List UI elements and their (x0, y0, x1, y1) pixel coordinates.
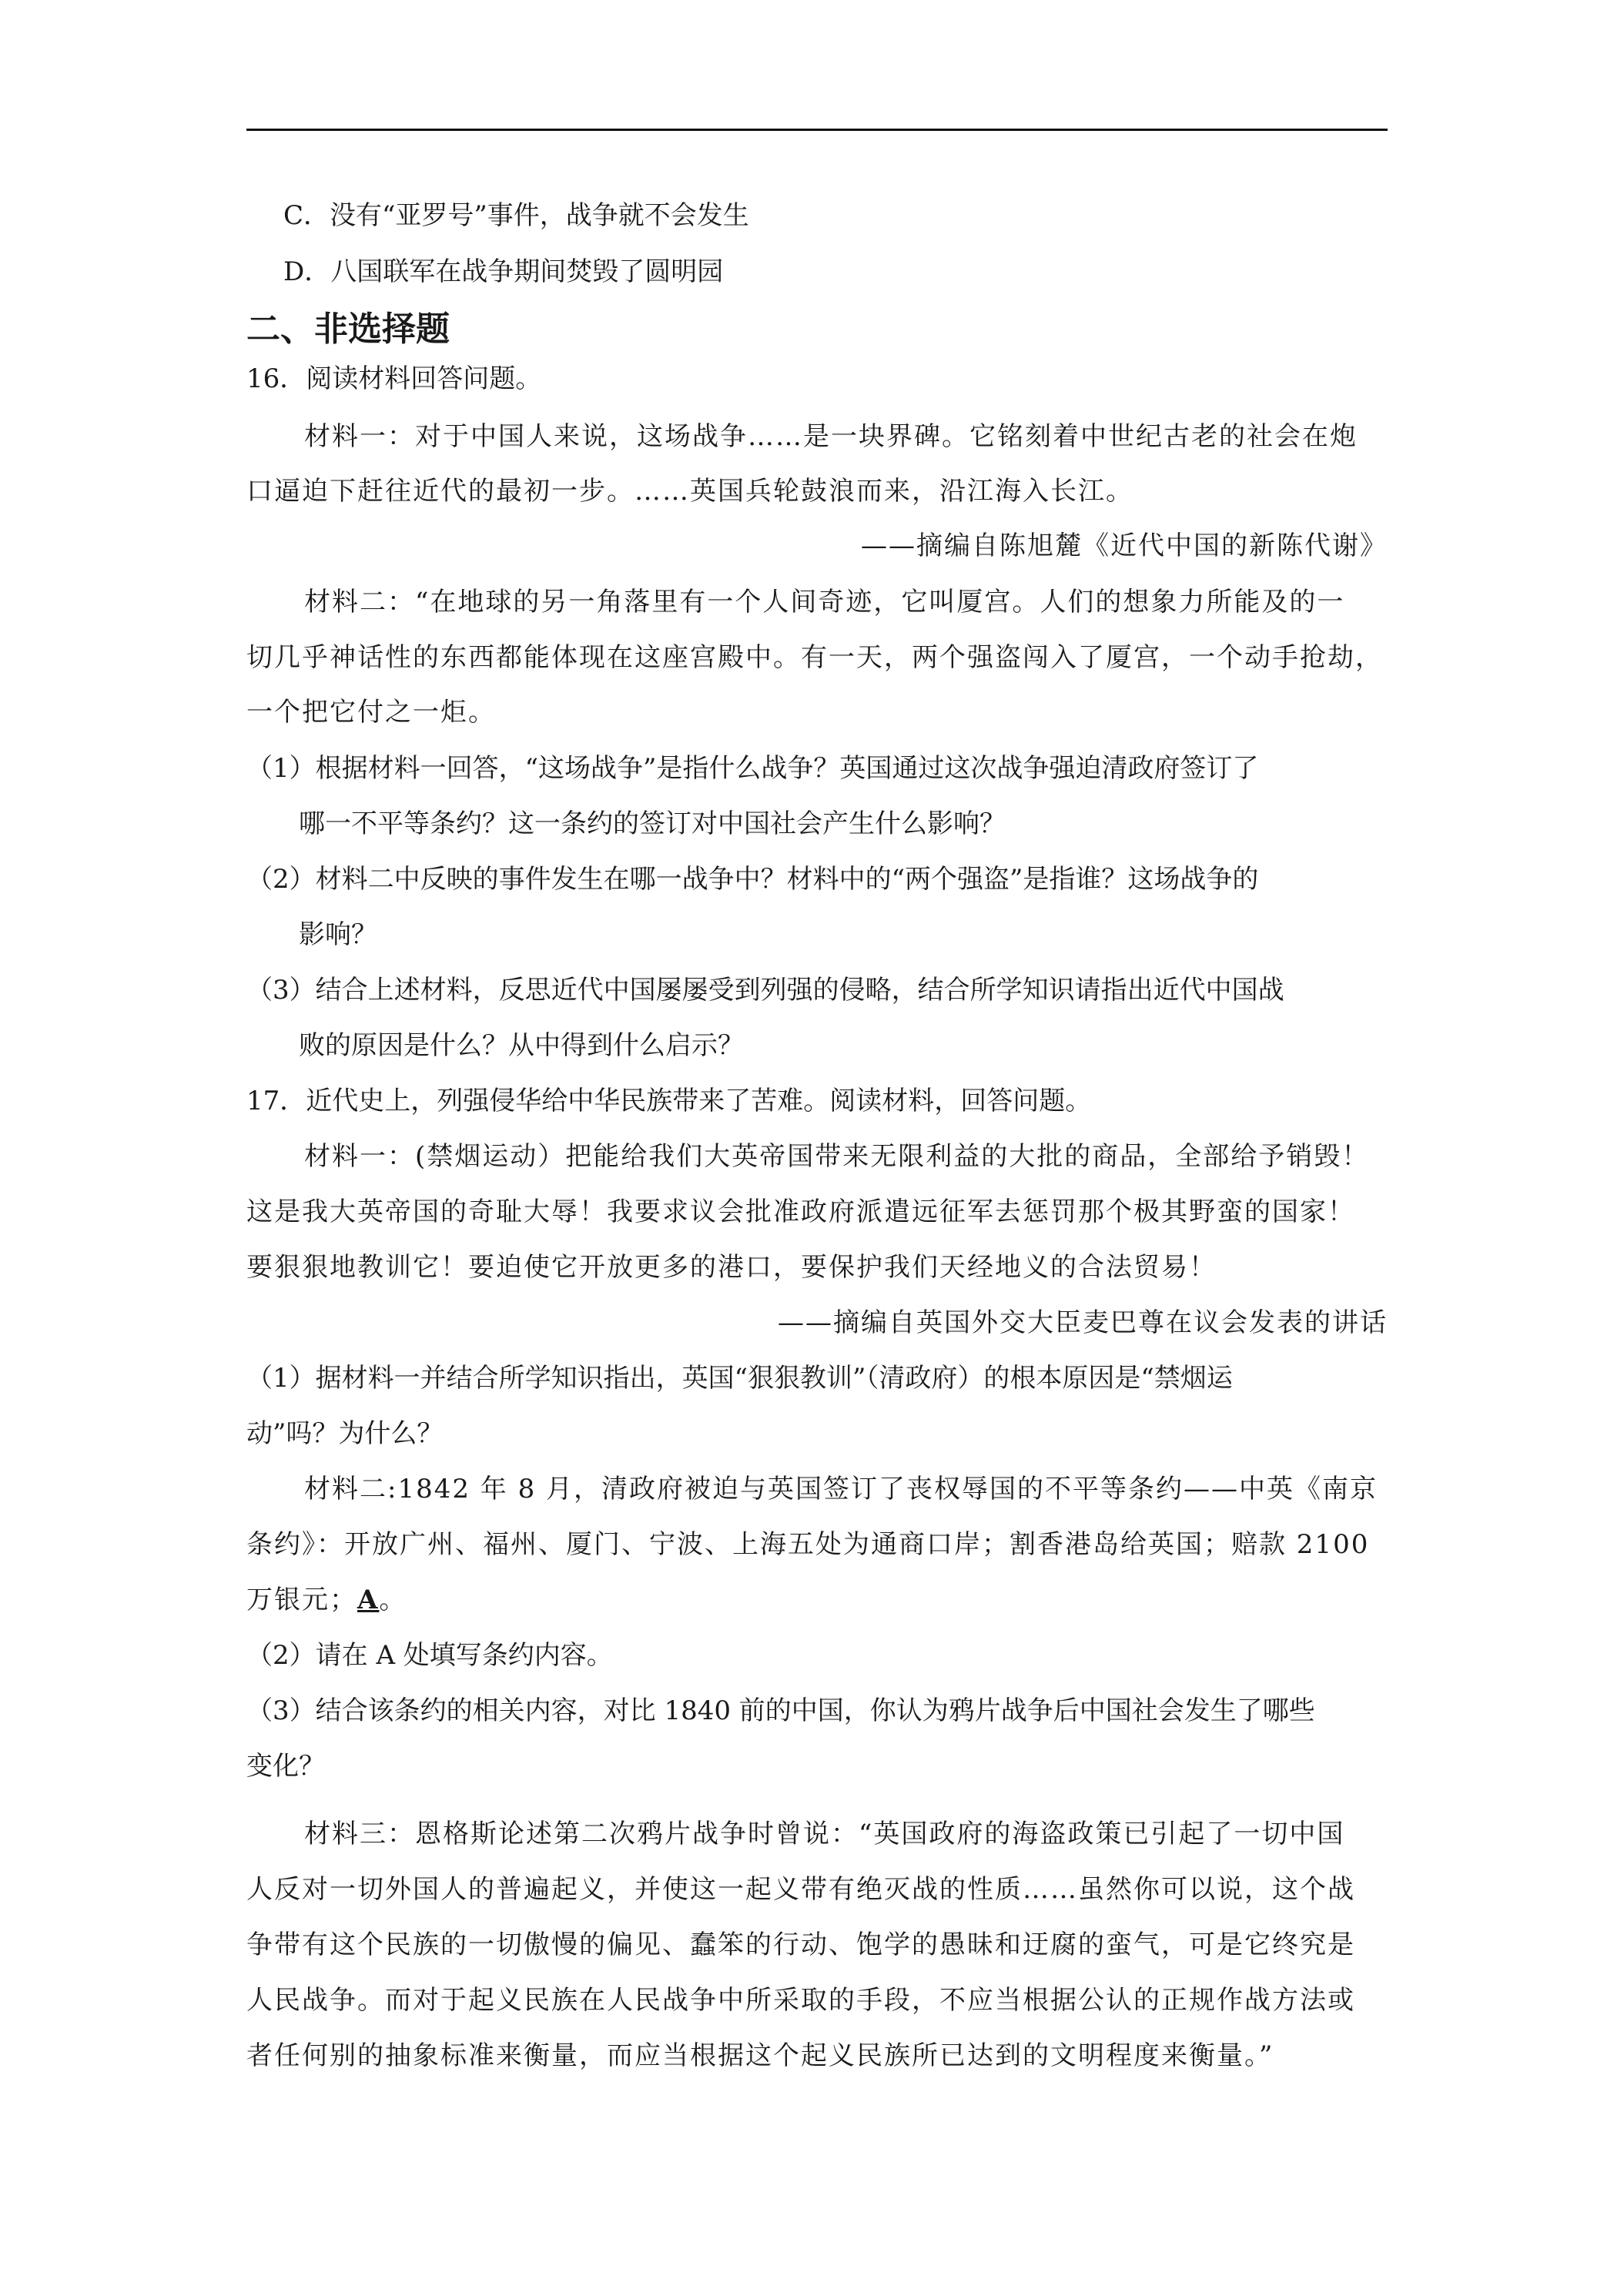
q17-stem: 17．近代史上，列强侵华给中华民族带来了苦难。阅读材料，回答问题。 (246, 1086, 1092, 1116)
q16-part1-line2: 哪一不平等条约？这一条约的签订对中国社会产生什么影响？ (299, 808, 1006, 839)
q17-material2-line3-suffix: 。 (379, 1585, 407, 1615)
q16-material1-source: ——摘编自陈旭麓《近代中国的新陈代谢》 (861, 530, 1388, 561)
q17-material2-line2: 条约》：开放广州、福州、厦门、宁波、上海五处为通商口岸；割香港岛给英国；赔款 2100 (246, 1529, 1370, 1560)
q17-material2-line3 (246, 1583, 407, 1617)
q17-part3-line1: （3）结合该条约的相关内容，对比 1840 前的中国，你认为鸦片战争后中国社会发生了哪些 (246, 1695, 1315, 1726)
q17-material3-line5: 者任何别的抽象标准来衡量，而应当根据这个起义民族所已达到的文明程度来衡量。” (246, 2040, 1274, 2071)
q17-material2-line3-prefix: 万银元； (246, 1585, 357, 1615)
q17-material3-line3: 争带有这个民族的一切傲慢的偏见、蠢笨的行动、饱学的愚昧和迂腐的蛮气，可是它终究是 (246, 1930, 1355, 1960)
q17-material1-line3: 要狠狠地教训它！要迫使它开放更多的港口，要保护我们天经地义的合法贸易！ (246, 1252, 1217, 1283)
q17-material1-source: ——摘编自英国外交大臣麦巴尊在议会发表的讲话 (778, 1307, 1388, 1338)
q17-material1-line1: 材料一：(禁烟运动）把能给我们大英帝国带来无限利益的大批的商品，全部给予销毁！ (304, 1141, 1370, 1172)
q17-part2: （2）请在 A 处填写条约内容。 (246, 1640, 613, 1671)
q17-material2-line1: 材料二:1842 年 8 月，清政府被迫与英国签订了丧权辱国的不平等条约——中英《南京 (304, 1474, 1378, 1504)
q16-part3-line2: 败的原因是什么？从中得到什么启示？ (299, 1030, 744, 1061)
q16-material2-line3: 一个把它付之一炬。 (246, 697, 496, 728)
q16-part2-line1: （2）材料二中反映的事件发生在哪一战争中？材料中的“两个强盗”是指谁？这场战争的 (246, 864, 1259, 895)
option-c: C．没有“亚罗号”事件，战争就不会发生 (283, 200, 749, 231)
q16-material2-line2: 切几乎神话性的东西都能体现在这座宫殿中。有一天，两个强盗闯入了厦宫，一个动手抢劫， (246, 642, 1383, 673)
q17-part3-line2: 变化？ (246, 1751, 325, 1782)
q17-material3-line4: 人民战争。而对于起义民族在人民战争中所采取的手段，不应当根据公认的正规作战方法或 (246, 1985, 1355, 2016)
q16-part2-line2: 影响？ (299, 919, 377, 950)
q16-material1-line1: 材料一：对于中国人来说，这场战争……是一块界碑。它铭刻着中世纪古老的社会在炮 (304, 421, 1358, 452)
q17-part1-line2: 动”吗？为什么？ (246, 1418, 444, 1449)
q17-material3-line1: 材料三：恩格斯论述第二次鸦片战争时曾说：“英国政府的海盗政策已引起了一切中国 (304, 1819, 1345, 1849)
q16-material2-line1: 材料二：“在地球的另一角落里有一个人间奇迹，它叫厦宫。人们的想象力所能及的一 (304, 587, 1345, 618)
option-d: D．八国联军在战争期间焚毁了圆明园 (283, 256, 724, 287)
header-rule (246, 129, 1388, 131)
q16-material1-line2: 口逼迫下赶往近代的最初一步。……英国兵轮鼓浪而来，沿江海入长江。 (246, 476, 1133, 507)
q17-part1-line1: （1）据材料一并结合所学知识指出，英国“狠狠教训”（清政府）的根本原因是“禁烟运 (246, 1363, 1233, 1394)
blank-a: A (357, 1585, 380, 1615)
q17-material1-line2: 这是我大英帝国的奇耻大辱！我要求议会批准政府派遣远征军去惩罚那个极其野蛮的国家！ (246, 1197, 1355, 1227)
q16-part1-line1: （1）根据材料一回答，“这场战争”是指什么战争？英国通过这次战争强迫清政府签订了 (246, 753, 1259, 784)
section-title: 二、非选择题 (246, 310, 450, 349)
q17-material3-line2: 人反对一切外国人的普遍起义，并使这一起义带有绝灭战的性质……虽然你可以说，这个战 (246, 1874, 1355, 1905)
q16-stem: 16．阅读材料回答问题。 (246, 363, 542, 394)
q16-part3-line1: （3）结合上述材料，反思近代中国屡屡受到列强的侵略，结合所学知识请指出近代中国战 (246, 975, 1284, 1006)
